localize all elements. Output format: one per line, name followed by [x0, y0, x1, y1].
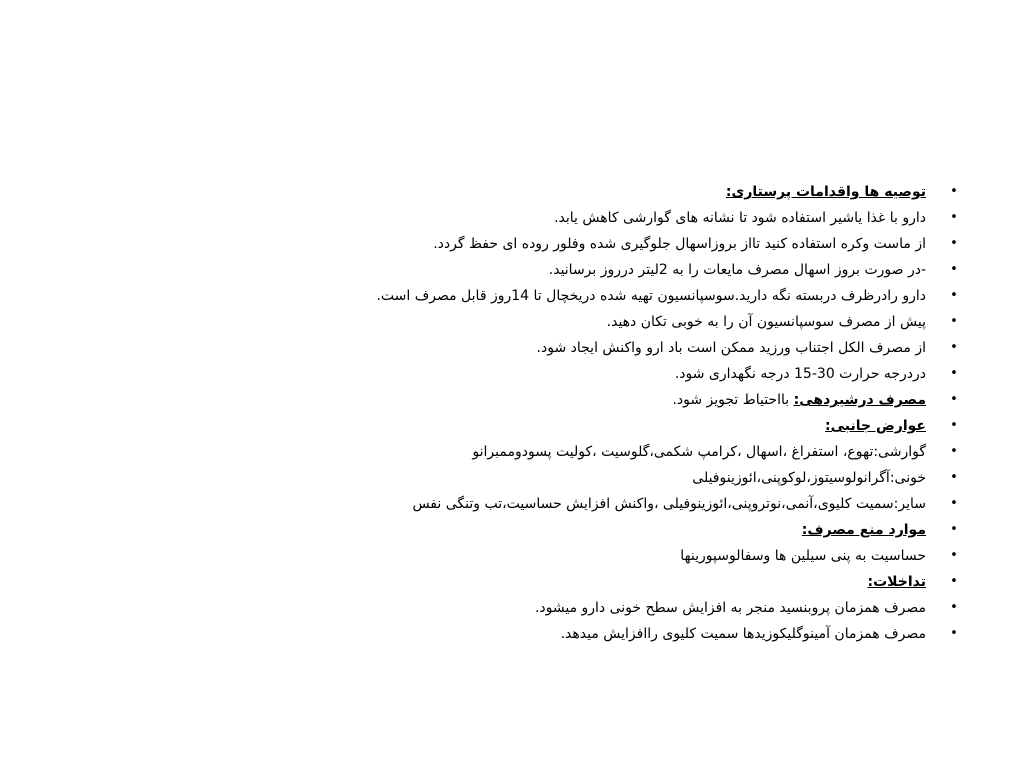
list-item	[150, 335, 958, 361]
bullet-icon: •	[950, 600, 958, 615]
bullet-icon: •	[950, 340, 958, 355]
item-text: مصرف همزمان پروبنسید منجر به افزایش سطح خونی دارو میشود.	[534, 600, 926, 616]
item-text: از ماست وکره استفاده کنید تااز بروزاسهال جلوگیری شده وفلور روده ای حفظ گردد.	[433, 236, 926, 252]
list-item	[150, 257, 958, 283]
bullet-icon: •	[950, 184, 958, 199]
item-text: دارو با غذا یاشیر استفاده شود تا نشانه های گوارشی کاهش یابد.	[554, 210, 926, 226]
bullet-icon: •	[950, 418, 958, 433]
item-text: گوارشی:تهوع، استفراغ ،اسهال ،کرامپ شکمی،گلوسیت ،کولیت پسودوممبرانو	[472, 444, 926, 460]
bullet-icon: •	[950, 288, 958, 303]
list-item	[150, 439, 958, 465]
list-item	[150, 205, 958, 231]
item-text: حساسیت به پنی سیلین ها وسفالوسپورینها	[680, 548, 926, 564]
bullet-icon: •	[950, 444, 958, 459]
bullet-icon: •	[950, 470, 958, 485]
section-heading	[150, 569, 958, 595]
list-item	[150, 283, 958, 309]
item-text: خونی:آگرانولوسیتوز،لوکوپنی،ائوزینوفیلی	[692, 470, 926, 486]
list-item	[150, 231, 958, 257]
list-item	[150, 309, 958, 335]
item-text: از مصرف الکل اجتناب ورزید ممکن است باد ارو واکنش ایجاد شود.	[536, 340, 926, 356]
bullet-icon: •	[950, 366, 958, 381]
bullet-icon: •	[950, 574, 958, 589]
bullet-list	[150, 179, 958, 647]
list-item	[150, 491, 958, 517]
item-text: دارو رادرظرف دربسته نگه دارید.سوسپانسیون تهیه شده دریخچال تا 14روز قابل مصرف است.	[376, 288, 926, 304]
section-heading	[150, 413, 958, 439]
list-item	[150, 465, 958, 491]
bullet-icon: •	[950, 522, 958, 537]
item-text: سایر:سمیت کلیوی،آنمی،نوتروپنی،ائوزینوفیلی ،واکنش افزایش حساسیت،تب وتنگی نفس	[412, 496, 926, 512]
list-item	[150, 621, 958, 647]
item-text: دردرجه حرارت 30-15 درجه نگهداری شود.	[674, 366, 926, 382]
list-item	[150, 595, 958, 621]
bullet-icon: •	[950, 262, 958, 277]
item-lead: مصرف درشیردهی:	[793, 392, 926, 408]
item-text: توصیه ها واقدامات پرستاری:	[725, 184, 926, 200]
bullet-icon: •	[950, 548, 958, 563]
section-heading	[150, 517, 958, 543]
item-text: تداخلات:	[867, 574, 926, 590]
bullet-icon: •	[950, 496, 958, 511]
item-text: پیش از مصرف سوسپانسیون آن را به خوبی تکان دهید.	[606, 314, 926, 330]
bullet-icon: •	[950, 236, 958, 251]
item-text: موارد منع مصرف:	[801, 522, 926, 538]
list-item	[150, 387, 958, 413]
item-text: -در صورت بروز اسهال مصرف مایعات را به 2لیتر درروز برسانید.	[548, 262, 926, 278]
bullet-icon: •	[950, 210, 958, 225]
list-item	[150, 543, 958, 569]
item-text: عوارض جانبی:	[825, 418, 926, 434]
item-text: مصرف همزمان آمینوگلیکوزیدها سمیت کلیوی راافزایش میدهد.	[560, 626, 926, 642]
list-item	[150, 361, 958, 387]
bullet-icon: •	[950, 314, 958, 329]
bullet-icon: •	[950, 392, 958, 407]
section-heading	[150, 179, 958, 205]
bullet-icon: •	[950, 626, 958, 641]
item-text: بااحتیاط تجویز شود.	[672, 392, 794, 408]
